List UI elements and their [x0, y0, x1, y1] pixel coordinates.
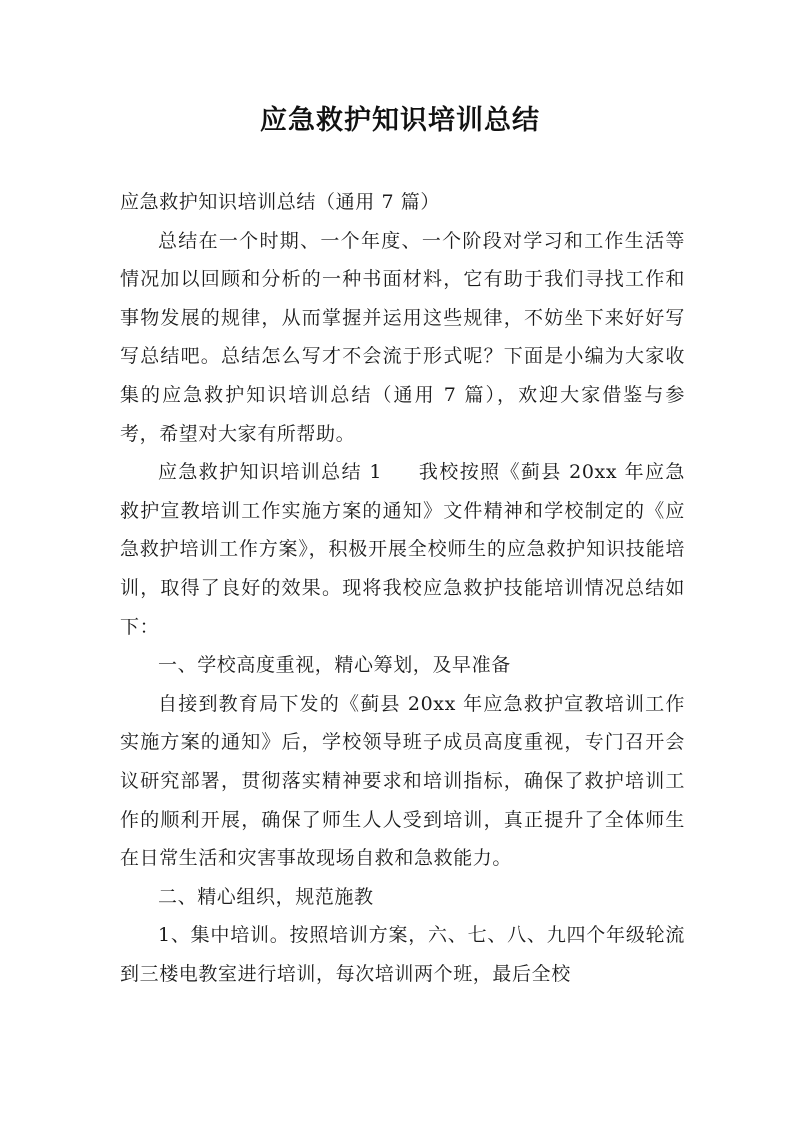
intro-paragraph: 总结在一个时期、一个年度、一个阶段对学习和工作生活等情况加以回顾和分析的一种书面材料，它有助于我们寻找工作和事物发展的规律，从而掌握并运用这些规律，不妨坐下来好好写写总结吧。总结怎么写才不会流于形式呢？下面是小编为大家收集的应急救护知识培训总结（通用 7 篇），欢迎大家借鉴与参考，希望对大家有所帮助。 [120, 229, 685, 445]
section2-heading: 二、精心组织，规范施教 [158, 885, 374, 908]
article-opening-paragraph [120, 453, 685, 646]
document-subtitle: 应急救护知识培训总结（通用 7 篇） [120, 191, 440, 213]
section1-paragraph: 自接到教育局下发的《蓟县 20xx 年应急救护宣教培训工作实施方案的通知》后，学校领导班子成员高度重视，专门召开会议研究部署，贯彻落实精神要求和培训指标，确保了救护培训工作的顺利开展，确保了师生人人受到培训，真正提升了全体师生在日常生活和灾害事故现场自救和急救能力。 [120, 692, 685, 870]
section2-item1-paragraph: 1、集中培训。按照培训方案，六、七、八、九四个年级轮流到三楼电教室进行培训，每次培训两个班，最后全校 [120, 924, 685, 985]
document-title: 应急救护知识培训总结 [260, 105, 540, 136]
article-heading: 应急救护知识培训总结 1 [158, 461, 383, 484]
article-opening-text: 我校按照《蓟县 20xx 年应急救护宣教培训工作实施方案的通知》文件精神和学校制定的《应急救护培训工作方案》，积极开展全校师生的应急救护知识技能培训，取得了良好的效果。现将我校应急救护技能培训情况总结如下： [120, 461, 685, 638]
section1-heading: 一、学校高度重视，精心筹划，及早准备 [158, 654, 511, 677]
document-body [120, 183, 685, 993]
